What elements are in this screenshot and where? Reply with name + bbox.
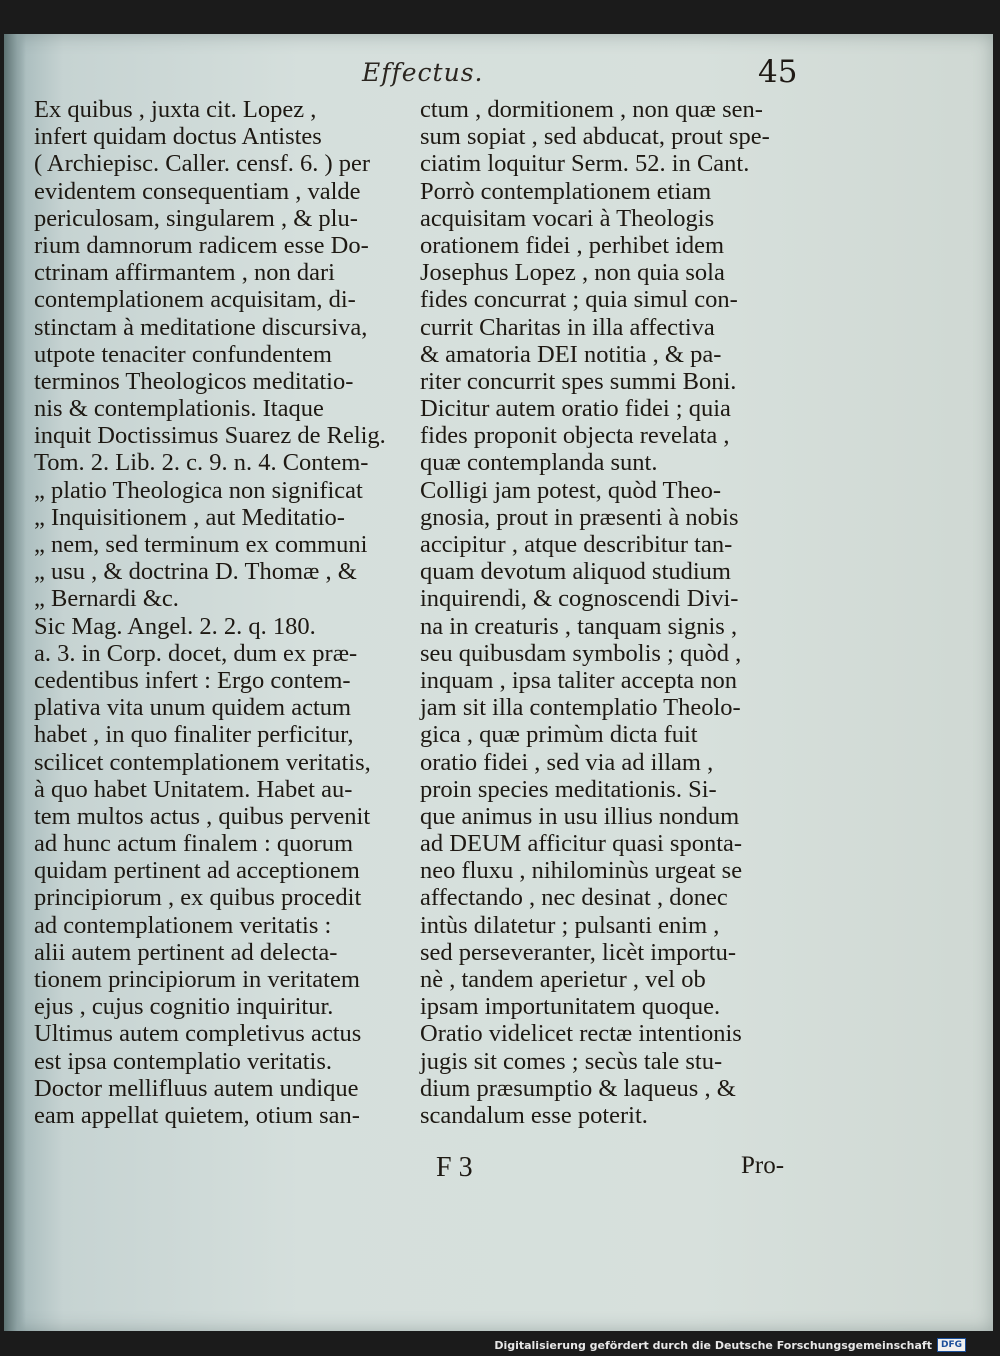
signature-mark: F 3 [436, 1152, 473, 1183]
page-spine-shadow [4, 34, 26, 1331]
text-line: oratio fidei , sed via ad illam , [420, 748, 714, 776]
text-line: Dicitur autem oratio fidei ; quia [420, 395, 731, 423]
text-line: terminos Theologicos meditatio- [34, 367, 354, 395]
text-line: „ nem, sed terminum ex communi [34, 531, 368, 558]
text-line: principiorum , ex quibus procedit [34, 884, 362, 912]
text-line: inquam , ipsa taliter accepta non [420, 666, 738, 694]
text-line: contemplationem acquisitam, di- [34, 286, 356, 314]
digitization-credit [494, 1338, 966, 1352]
text-line: ipsam importunitatem quoque. [420, 993, 721, 1021]
text-line: habet , in quo finaliter perficitur, [34, 721, 354, 749]
text-line: quidam pertinent ad acceptionem [34, 857, 360, 885]
text-line: utpote tenaciter confundentem [34, 340, 332, 368]
text-line: & amatoria DEI notitia , & pa- [420, 340, 722, 368]
running-head: Effectus. [362, 58, 484, 87]
text-line: „ usu , & doctrina D. Thomæ , & [34, 558, 357, 586]
text-line: Sic Mag. Angel. 2. 2. q. 180. [34, 612, 316, 640]
text-line: infert quidam doctus Antistes [34, 123, 322, 151]
text-line: est ipsa contemplatio veritatis. [34, 1047, 333, 1075]
text-line: sum sopiat , sed abducat, prout spe- [420, 123, 770, 151]
text-line: ctum , dormitionem , non quæ sen- [420, 96, 763, 123]
text-line: neo fluxu , nihilominùs urgeat se [420, 857, 743, 885]
text-line: jugis sit comes ; secùs tale stu- [420, 1047, 723, 1075]
text-line: na in creaturis , tanquam signis , [420, 612, 738, 640]
text-line: seu quibusdam symbolis ; quòd , [420, 639, 742, 667]
text-line: inquit Doctissimus Suarez de Relig. [34, 422, 386, 450]
text-line: que animus in usu illius nondum [420, 802, 740, 830]
text-line: fides concurrat ; quia simul con- [420, 286, 738, 314]
text-line: Oratio videlicet rectæ intentionis [420, 1020, 742, 1048]
text-line: ctrinam affirmantem , non dari [34, 259, 335, 287]
text-line: evidentem consequentiam , valde [34, 177, 361, 205]
text-line: quæ contemplanda sunt. [420, 449, 658, 477]
text-line: alii autem pertinent ad delecta- [34, 938, 338, 966]
text-line: gica , quæ primùm dicta fuit [420, 721, 698, 749]
text-line: a. 3. in Corp. docet, dum ex præ- [34, 639, 358, 667]
text-line: intùs dilatetur ; pulsanti enim , [420, 911, 720, 939]
text-line: acquisitam vocari à Theologis [420, 204, 715, 232]
text-line: Colligi jam potest, quòd Theo- [420, 476, 722, 504]
text-line: Ultimus autem completivus actus [34, 1020, 362, 1048]
text-line: à quo habet Unitatem. Habet au- [34, 775, 353, 803]
page-number: 45 [758, 54, 798, 90]
text-line: Doctor mellifluus autem undique [34, 1074, 359, 1102]
text-line: plativa vita unum quidem actum [34, 694, 352, 722]
text-line: accipitur , atque describitur tan- [420, 531, 733, 558]
text-line: ( Archiepisc. Caller. censf. 6. ) per [34, 150, 371, 178]
text-line: fides proponit objecta revelata , [420, 422, 730, 450]
text-line: stinctam à meditatione discursiva, [34, 313, 368, 341]
text-line: Tom. 2. Lib. 2. c. 9. n. 4. Contem- [34, 449, 369, 477]
text-line: „ Bernardi &c. [34, 585, 179, 613]
text-line: currit Charitas in illa affectiva [420, 313, 715, 341]
catchword: Pro- [741, 1152, 785, 1179]
text-line: riter concurrit spes summi Boni. [420, 367, 737, 395]
text-line: quam devotum aliquod studium [420, 558, 731, 586]
text-line: scilicet contemplationem veritatis, [34, 748, 371, 776]
right-text-column [420, 96, 798, 1129]
text-line: Porrò contemplationem etiam [420, 177, 712, 205]
text-line: eam appellat quietem, otium san- [34, 1101, 360, 1129]
text-line: tem multos actus , quibus pervenit [34, 802, 371, 830]
dfg-logo: DFG [937, 1338, 966, 1352]
text-line: gnosia, prout in præsenti à nobis [420, 503, 739, 531]
text-line: „ platio Theologica non significat [34, 476, 363, 504]
text-line: dium præsumptio & laqueus , & [420, 1074, 736, 1102]
text-line: rium damnorum radicem esse Do- [34, 231, 369, 259]
text-line: ad contemplationem veritatis : [34, 911, 332, 939]
text-line: ad DEUM afficitur quasi sponta- [420, 830, 743, 858]
left-text-column [34, 96, 404, 1129]
text-line: tionem principiorum in veritatem [34, 966, 360, 993]
text-line: nis & contemplationis. Itaque [34, 395, 324, 423]
text-line: periculosam, singularem , & plu- [34, 204, 358, 232]
text-line: cedentibus infert : Ergo contem- [34, 666, 351, 694]
credit-text: Digitalisierung gefördert durch die Deutsche Forschungsgemeinschaft [494, 1338, 932, 1352]
text-line: inquirendi, & cognoscendi Divi- [420, 585, 739, 613]
text-line: nè , tandem aperietur , vel ob [420, 966, 706, 993]
text-line: ciatim loquitur Serm. 52. in Cant. [420, 150, 750, 178]
text-line: proin species meditationis. Si- [420, 775, 717, 803]
text-line: „ Inquisitionem , aut Meditatio- [34, 503, 345, 531]
text-line: ejus , cujus cognitio inquiritur. [34, 993, 334, 1021]
text-line: Ex quibus , juxta cit. Lopez , [34, 96, 317, 123]
text-line: affectando , nec desinat , donec [420, 884, 728, 912]
text-line: Josephus Lopez , non quia sola [420, 259, 725, 287]
text-line: ad hunc actum finalem : quorum [34, 830, 354, 858]
text-line: jam sit illa contemplatio Theolo- [420, 694, 741, 722]
text-line: orationem fidei , perhibet idem [420, 231, 725, 259]
text-line: scandalum esse poterit. [420, 1101, 648, 1129]
text-line: sed perseveranter, licèt importu- [420, 938, 737, 966]
